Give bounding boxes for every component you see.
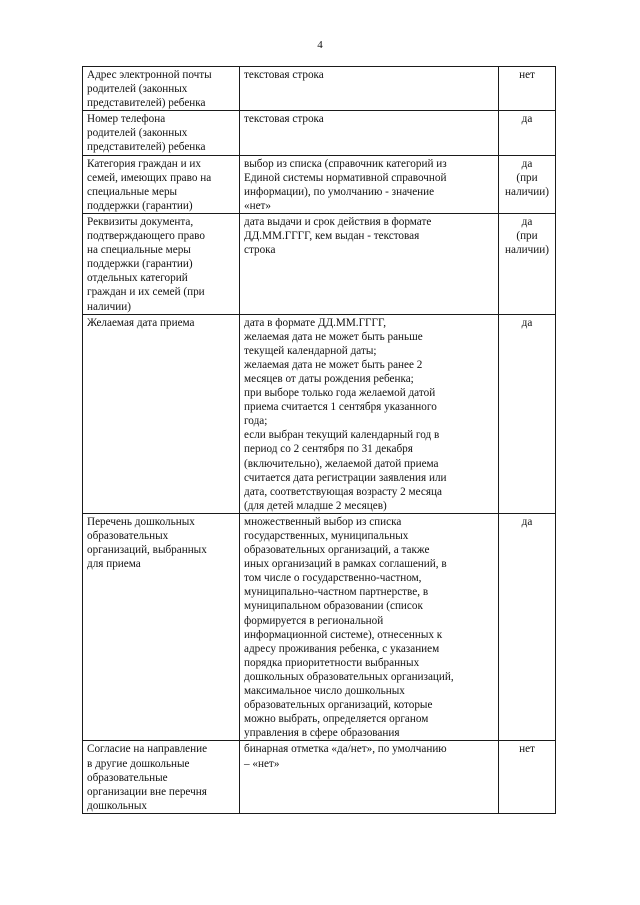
cell-text-line: выбор из списка (справочник категорий из [244,157,447,170]
field-format-cell [240,155,499,213]
field-required-cell [499,513,556,741]
cell-text-line: «нет» [244,199,272,212]
cell-text-line: в другие дошкольные [87,757,190,770]
cell-text-line: представителей) ребенка [87,141,206,154]
cell-text-line: Категория граждан и их [87,157,201,170]
cell-text-line: период со 2 сентября по 31 декабря [244,443,413,456]
table-row [83,513,556,741]
cell-text-line: Перечень дошкольных [87,515,195,528]
cell-text-line: образовательных [87,530,169,542]
cell-text-line: дата выдачи и срок действия в формате [244,215,432,228]
field-required-cell [499,741,556,813]
cell-text-line: информации), по умолчанию - значение [244,185,435,198]
cell-text-line: для приема [87,558,141,571]
field-format-cell [240,213,499,314]
cell-text-line: ДД.ММ.ГГГГ, кем выдан - текстовая [244,230,420,243]
cell-text-line: родителей (законных [87,127,188,140]
cell-text-line: месяцев от даты рождения ребенка; [244,372,414,385]
field-required-cell [499,155,556,213]
field-name-cell [83,741,240,813]
cell-text-line: при выборе только года желаемой датой [244,387,436,400]
cell-text-line: можно выбрать, определяется органом [244,713,429,726]
table-row [83,213,556,314]
cell-text-line: образовательных организаций, а также [244,544,430,557]
cell-text-line: специальные меры [87,185,178,198]
cell-text-line: формируется в региональной [244,614,384,627]
field-required-cell [499,213,556,314]
cell-text-line: желаемая дата не может быть раньше [244,330,423,343]
cell-text-line: да [521,215,533,228]
field-format-cell [240,111,499,155]
cell-text-line: да [521,157,533,170]
cell-text-line: иных организаций в рамках соглашений, в [244,558,447,571]
cell-text-line: организации вне перечня [87,785,207,798]
cell-text-line: Единой системы нормативной справочной [244,171,447,184]
cell-text-line: приема считается 1 сентября указанного [244,401,437,414]
cell-text-line: представителей) ребенка [87,97,206,110]
cell-text-line: если выбран текущий календарный год в [244,429,440,442]
field-name-cell [83,213,240,314]
cell-text-line: текстовая строка [244,69,324,81]
cell-text-line: текущей календарной даты; [244,344,377,357]
cell-text-line: Согласие на направление [87,743,208,756]
cell-text-line: дошкольных образовательных организаций, [244,670,454,683]
cell-text-line: образовательные [87,771,168,784]
field-name-cell [83,314,240,513]
cell-text-line: строка [244,244,276,257]
cell-text-line: отдельных категорий [87,272,188,285]
cell-text-line: семей, имеющих право на [87,171,212,184]
cell-text-line: дата, соответствующая возрасту 2 месяца [244,485,442,498]
cell-text-line: муниципальном образовании (список [244,600,423,613]
cell-text-line: Реквизиты документа, [87,215,194,228]
field-name-cell [83,111,240,155]
cell-text-line: порядка приоритетности выбранных [244,656,420,669]
cell-text-line: адресу проживания ребенка, с указанием [244,642,440,655]
cell-text-line: да [521,316,533,329]
cell-text-line: организаций, выбранных [87,544,207,557]
cell-text-line: муниципально-частном партнерстве, в [244,586,429,599]
table-body [83,67,556,814]
field-name-cell [83,67,240,111]
cell-text-line: информационной системе), отнесенных к [244,628,443,641]
cell-text-line: (включительно), желаемой датой приема [244,457,439,470]
table-row [83,314,556,513]
cell-text-line: (для детей младше 2 месяцев) [244,499,387,512]
field-required-cell [499,67,556,111]
cell-text-line: дошкольных [87,799,147,812]
cell-text-line: подтверждающего право [87,230,205,243]
field-required-cell [499,314,556,513]
cell-text-line: бинарная отметка «да/нет», по умолчанию [244,743,447,756]
field-required-cell [499,111,556,155]
field-format-cell [240,741,499,813]
cell-text-line: считается дата регистрации заявления или [244,471,447,484]
cell-text-line: нет [519,743,535,756]
cell-text-line: (при наличии) [505,230,549,257]
cell-text-line: Номер телефона [87,113,166,126]
field-format-cell [240,67,499,111]
cell-text-line: – «нет» [244,757,280,770]
cell-text-line: образовательных организаций, которые [244,699,433,712]
table-row [83,111,556,155]
field-format-cell [240,513,499,741]
field-format-cell [240,314,499,513]
cell-text-line: года; [244,415,268,428]
requirements-table [82,66,556,814]
page-number: 4 [317,39,323,51]
cell-text-line: поддержки (гарантии) [87,199,193,212]
table-row [83,67,556,111]
cell-text-line: максимальное число дошкольных [244,685,405,698]
cell-text-line: на специальные меры [87,244,191,257]
cell-text-line: (при наличии) [505,171,549,198]
cell-text-line: Желаемая дата приема [87,316,195,329]
cell-text-line: желаемая дата не может быть ранее 2 [244,358,423,371]
field-name-cell [83,513,240,741]
cell-text-line: текстовая строка [244,113,324,126]
cell-text-line: управления в сфере образования [244,727,400,740]
table-row [83,741,556,813]
cell-text-line: родителей (законных [87,83,188,96]
cell-text-line: государственных, муниципальных [244,530,409,542]
cell-text-line: множественный выбор из списка [244,515,402,528]
table-row [83,155,556,213]
cell-text-line: да [521,113,533,126]
field-name-cell [83,155,240,213]
cell-text-line: поддержки (гарантии) [87,258,193,271]
cell-text-line: нет [519,69,535,81]
cell-text-line: граждан и их семей (при [87,286,205,299]
cell-text-line: дата в формате ДД.ММ.ГГГГ, [244,316,386,329]
cell-text-line: наличии) [87,300,131,313]
cell-text-line: том числе о государственно-частном, [244,572,422,585]
cell-text-line: да [521,515,533,528]
cell-text-line: Адрес электронной почты [87,69,212,81]
